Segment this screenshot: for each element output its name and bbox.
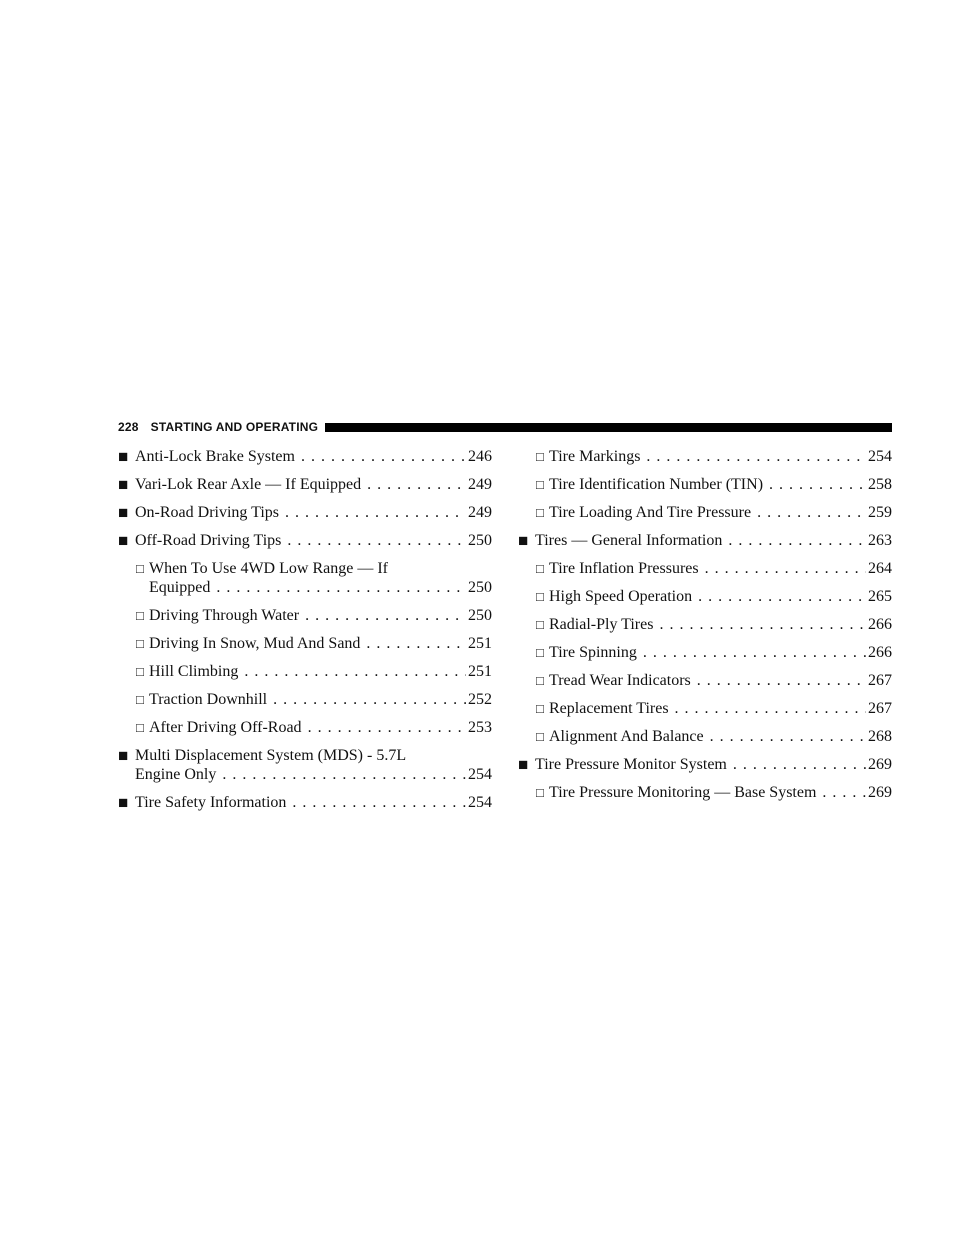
page-header — [118, 419, 892, 435]
filled-square-bullet-icon: ■ — [118, 447, 129, 466]
hollow-square-bullet-icon: □ — [536, 729, 544, 744]
toc-entry-title: Vari-Lok Rear Axle — If Equipped — [135, 476, 362, 493]
filled-square-bullet-icon: ■ — [118, 793, 129, 812]
toc-entry-title: Tires — General Information — [535, 532, 723, 549]
dot-leader — [287, 531, 466, 550]
toc-page-number: 263 — [868, 532, 892, 549]
toc-entry[interactable] — [518, 671, 892, 699]
dot-leader — [646, 447, 866, 466]
toc-entry[interactable] — [118, 475, 492, 503]
dot-leader — [710, 727, 866, 746]
toc-entry-title: Tire Markings — [549, 448, 641, 465]
toc-entry[interactable] — [518, 615, 892, 643]
toc-entry[interactable] — [118, 503, 492, 531]
hollow-square-bullet-icon: □ — [536, 449, 544, 464]
toc-column-left — [118, 447, 492, 821]
toc-entry-title: Tire Inflation Pressures — [549, 560, 699, 577]
dot-leader — [366, 634, 466, 653]
toc-entry-title-continued: Engine Only — [135, 766, 217, 783]
filled-square-bullet-icon: ■ — [518, 531, 529, 550]
filled-square-bullet-icon: ■ — [118, 503, 129, 522]
dot-leader — [698, 587, 866, 606]
toc-page-number: 267 — [868, 672, 892, 689]
toc-entry-title: Tire Loading And Tire Pressure — [549, 504, 752, 521]
toc-entry-title: Radial-Ply Tires — [549, 616, 654, 633]
toc-entry-title: Multi Displacement System (MDS) - 5.7L — [135, 747, 407, 764]
filled-square-bullet-icon: ■ — [118, 746, 129, 765]
toc-entry[interactable] — [518, 447, 892, 475]
hollow-square-bullet-icon: □ — [536, 477, 544, 492]
toc-entry[interactable] — [518, 699, 892, 727]
toc-page-number: 254 — [468, 766, 492, 783]
toc-entry[interactable] — [518, 643, 892, 671]
hollow-square-bullet-icon: □ — [136, 692, 144, 707]
toc-page-number: 253 — [468, 719, 492, 736]
toc-page-number: 249 — [468, 476, 492, 493]
toc-page-number: 269 — [868, 784, 892, 801]
toc-entry[interactable] — [518, 559, 892, 587]
toc-entry[interactable] — [518, 475, 892, 503]
header-rule — [325, 423, 892, 432]
toc-entry-title: After Driving Off-Road — [149, 719, 302, 736]
toc-entry[interactable] — [118, 634, 492, 662]
toc-entry[interactable] — [518, 587, 892, 615]
toc-entry[interactable] — [518, 503, 892, 531]
hollow-square-bullet-icon: □ — [536, 645, 544, 660]
hollow-square-bullet-icon: □ — [136, 636, 144, 651]
dot-leader — [675, 699, 866, 718]
hollow-square-bullet-icon: □ — [536, 561, 544, 576]
hollow-square-bullet-icon: □ — [536, 589, 544, 604]
toc-entry[interactable] — [118, 447, 492, 475]
toc-entry-title: Driving In Snow, Mud And Sand — [149, 635, 361, 652]
toc-entry[interactable] — [118, 531, 492, 559]
toc-page-number: 250 — [468, 579, 492, 596]
toc-page-number: 259 — [868, 504, 892, 521]
dot-leader — [216, 578, 466, 597]
toc-entry[interactable] — [118, 690, 492, 718]
toc-entry[interactable] — [118, 606, 492, 634]
toc-page-number: 265 — [868, 588, 892, 605]
toc-entry[interactable] — [118, 718, 492, 746]
toc-entry-title: Replacement Tires — [549, 700, 669, 717]
hollow-square-bullet-icon: □ — [536, 617, 544, 632]
toc-entry-title: Tire Identification Number (TIN) — [549, 476, 764, 493]
toc-entry-title: Tire Pressure Monitor System — [535, 756, 727, 773]
hollow-square-bullet-icon: □ — [536, 505, 544, 520]
dot-leader — [273, 690, 466, 709]
toc-entry[interactable] — [518, 783, 892, 811]
dot-leader — [308, 718, 466, 737]
toc-page-number: 250 — [468, 607, 492, 624]
toc-page-number: 269 — [868, 756, 892, 773]
section-title: STARTING AND OPERATING — [150, 420, 319, 434]
toc-entry[interactable] — [118, 559, 492, 606]
dot-leader — [705, 559, 866, 578]
hollow-square-bullet-icon: □ — [136, 561, 144, 576]
toc-entry[interactable] — [118, 662, 492, 690]
toc-page-number: 251 — [468, 635, 492, 652]
toc-entry-title: When To Use 4WD Low Range — If — [149, 560, 388, 577]
toc-entry-title: Hill Climbing — [149, 663, 239, 680]
toc-entry-title: Alignment And Balance — [549, 728, 704, 745]
toc-page-number: 266 — [868, 644, 892, 661]
toc-page-number: 254 — [468, 794, 492, 811]
toc-entry-title: Tire Pressure Monitoring — Base System — [549, 784, 817, 801]
toc-entry-title: Tread Wear Indicators — [549, 672, 691, 689]
toc-entry-title: Traction Downhill — [149, 691, 268, 708]
dot-leader — [769, 475, 866, 494]
dot-leader — [733, 755, 866, 774]
toc-entry-title: On-Road Driving Tips — [135, 504, 280, 521]
page-number: 228 — [118, 420, 139, 434]
toc-entry-title: Tire Safety Information — [135, 794, 287, 811]
toc-entry-title: Anti-Lock Brake System — [135, 448, 295, 465]
hollow-square-bullet-icon: □ — [136, 608, 144, 623]
toc-page-number: 264 — [868, 560, 892, 577]
dot-leader — [244, 662, 466, 681]
toc-entry[interactable] — [518, 531, 892, 559]
dot-leader — [728, 531, 866, 550]
dot-leader — [305, 606, 466, 625]
filled-square-bullet-icon: ■ — [118, 475, 129, 494]
hollow-square-bullet-icon: □ — [136, 664, 144, 679]
toc-page-number: 267 — [868, 700, 892, 717]
dot-leader — [285, 503, 466, 522]
toc-entry-title-continued: Equipped — [149, 579, 211, 596]
toc-page-number: 251 — [468, 663, 492, 680]
filled-square-bullet-icon: ■ — [118, 531, 129, 550]
dot-leader — [757, 503, 866, 522]
dot-leader — [222, 765, 466, 784]
hollow-square-bullet-icon: □ — [536, 673, 544, 688]
dot-leader — [822, 783, 866, 802]
toc-page-number: 268 — [868, 728, 892, 745]
toc-page-number: 249 — [468, 504, 492, 521]
toc-entry-title: Tire Spinning — [549, 644, 637, 661]
toc-entry[interactable] — [118, 793, 492, 821]
dot-leader — [292, 793, 466, 812]
toc-page-number: 266 — [868, 616, 892, 633]
dot-leader — [659, 615, 866, 634]
toc-page-number: 250 — [468, 532, 492, 549]
toc-entry-title: Driving Through Water — [149, 607, 300, 624]
toc-column-right — [518, 447, 892, 811]
dot-leader — [367, 475, 466, 494]
hollow-square-bullet-icon: □ — [536, 701, 544, 716]
toc-page-number: 252 — [468, 691, 492, 708]
toc-entry[interactable] — [518, 727, 892, 755]
toc-entry[interactable] — [518, 755, 892, 783]
toc-entry-title: Off-Road Driving Tips — [135, 532, 282, 549]
dot-leader — [697, 671, 866, 690]
dot-leader — [301, 447, 466, 466]
toc-entry-title: High Speed Operation — [549, 588, 693, 605]
hollow-square-bullet-icon: □ — [136, 720, 144, 735]
filled-square-bullet-icon: ■ — [518, 755, 529, 774]
toc-page-number: 258 — [868, 476, 892, 493]
dot-leader — [643, 643, 866, 662]
toc-page-number: 254 — [868, 448, 892, 465]
toc-page-number: 246 — [468, 448, 492, 465]
toc-entry[interactable] — [118, 746, 492, 793]
hollow-square-bullet-icon: □ — [536, 785, 544, 800]
